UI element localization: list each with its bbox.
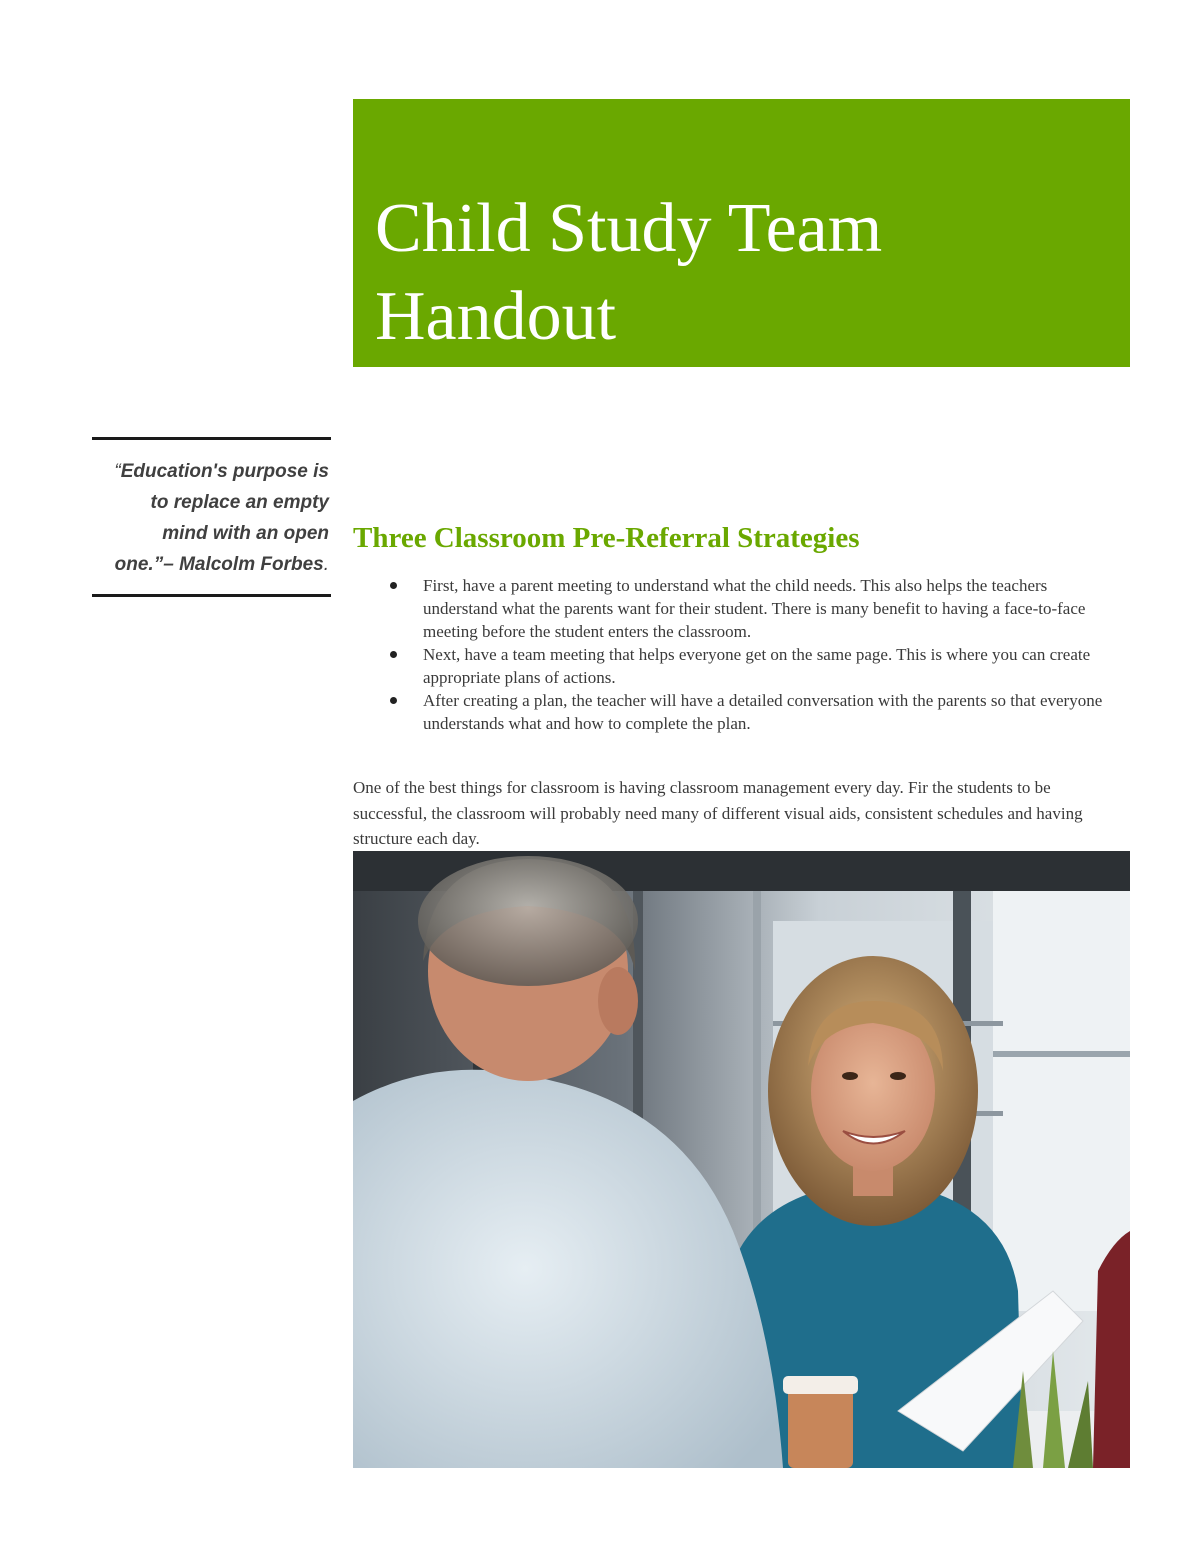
quote-top-rule — [92, 437, 331, 440]
section-heading: Three Classroom Pre-Referral Strategies — [353, 522, 860, 554]
bullet-icon — [390, 651, 397, 658]
title-banner — [353, 99, 1130, 367]
list-item — [353, 689, 1123, 735]
list-item-text: Next, have a team meeting that helps everyone get on the same page. This is where you can create appropriate plans of actions. — [423, 645, 1091, 687]
body-paragraph: One of the best things for classroom is having classroom management every day. Fir the students to be successful, the classroom will probably need many of different visual aids, consistent schedules and having structure each day. — [353, 778, 1083, 848]
quote-author: – Malcolm Forbes — [163, 554, 324, 575]
quote-line-4: one.” — [114, 554, 164, 575]
page-title — [375, 185, 882, 361]
list-item-text: First, have a parent meeting to understand what the child needs. This also helps the teachers understand what the parents want for their student. There is many benefit to having a face-to-face meeting before the student enters the classroom. — [423, 576, 1086, 641]
quote-line-2: to replace an empty — [150, 492, 329, 513]
bullet-icon — [390, 582, 397, 589]
quote-open-mark: “ — [114, 461, 121, 482]
quote-end: . — [323, 554, 329, 575]
list-item — [353, 643, 1123, 689]
page-title-line1: Child Study Team — [375, 190, 883, 267]
quote-line-1: Education's purpose is — [120, 461, 329, 482]
bullet-icon — [390, 697, 397, 704]
meeting-photo — [353, 851, 1130, 1468]
list-item-text: After creating a plan, the teacher will have a detailed conversation with the parents so that everyone understands what and how to complete the plan. — [423, 691, 1103, 733]
list-item — [353, 574, 1123, 643]
strategy-list — [353, 574, 1123, 735]
page-title-line2: Handout — [375, 278, 617, 355]
sidebar-quote — [88, 456, 329, 580]
quote-bottom-rule — [92, 594, 331, 597]
quote-line-3: mind with an open — [162, 523, 329, 544]
